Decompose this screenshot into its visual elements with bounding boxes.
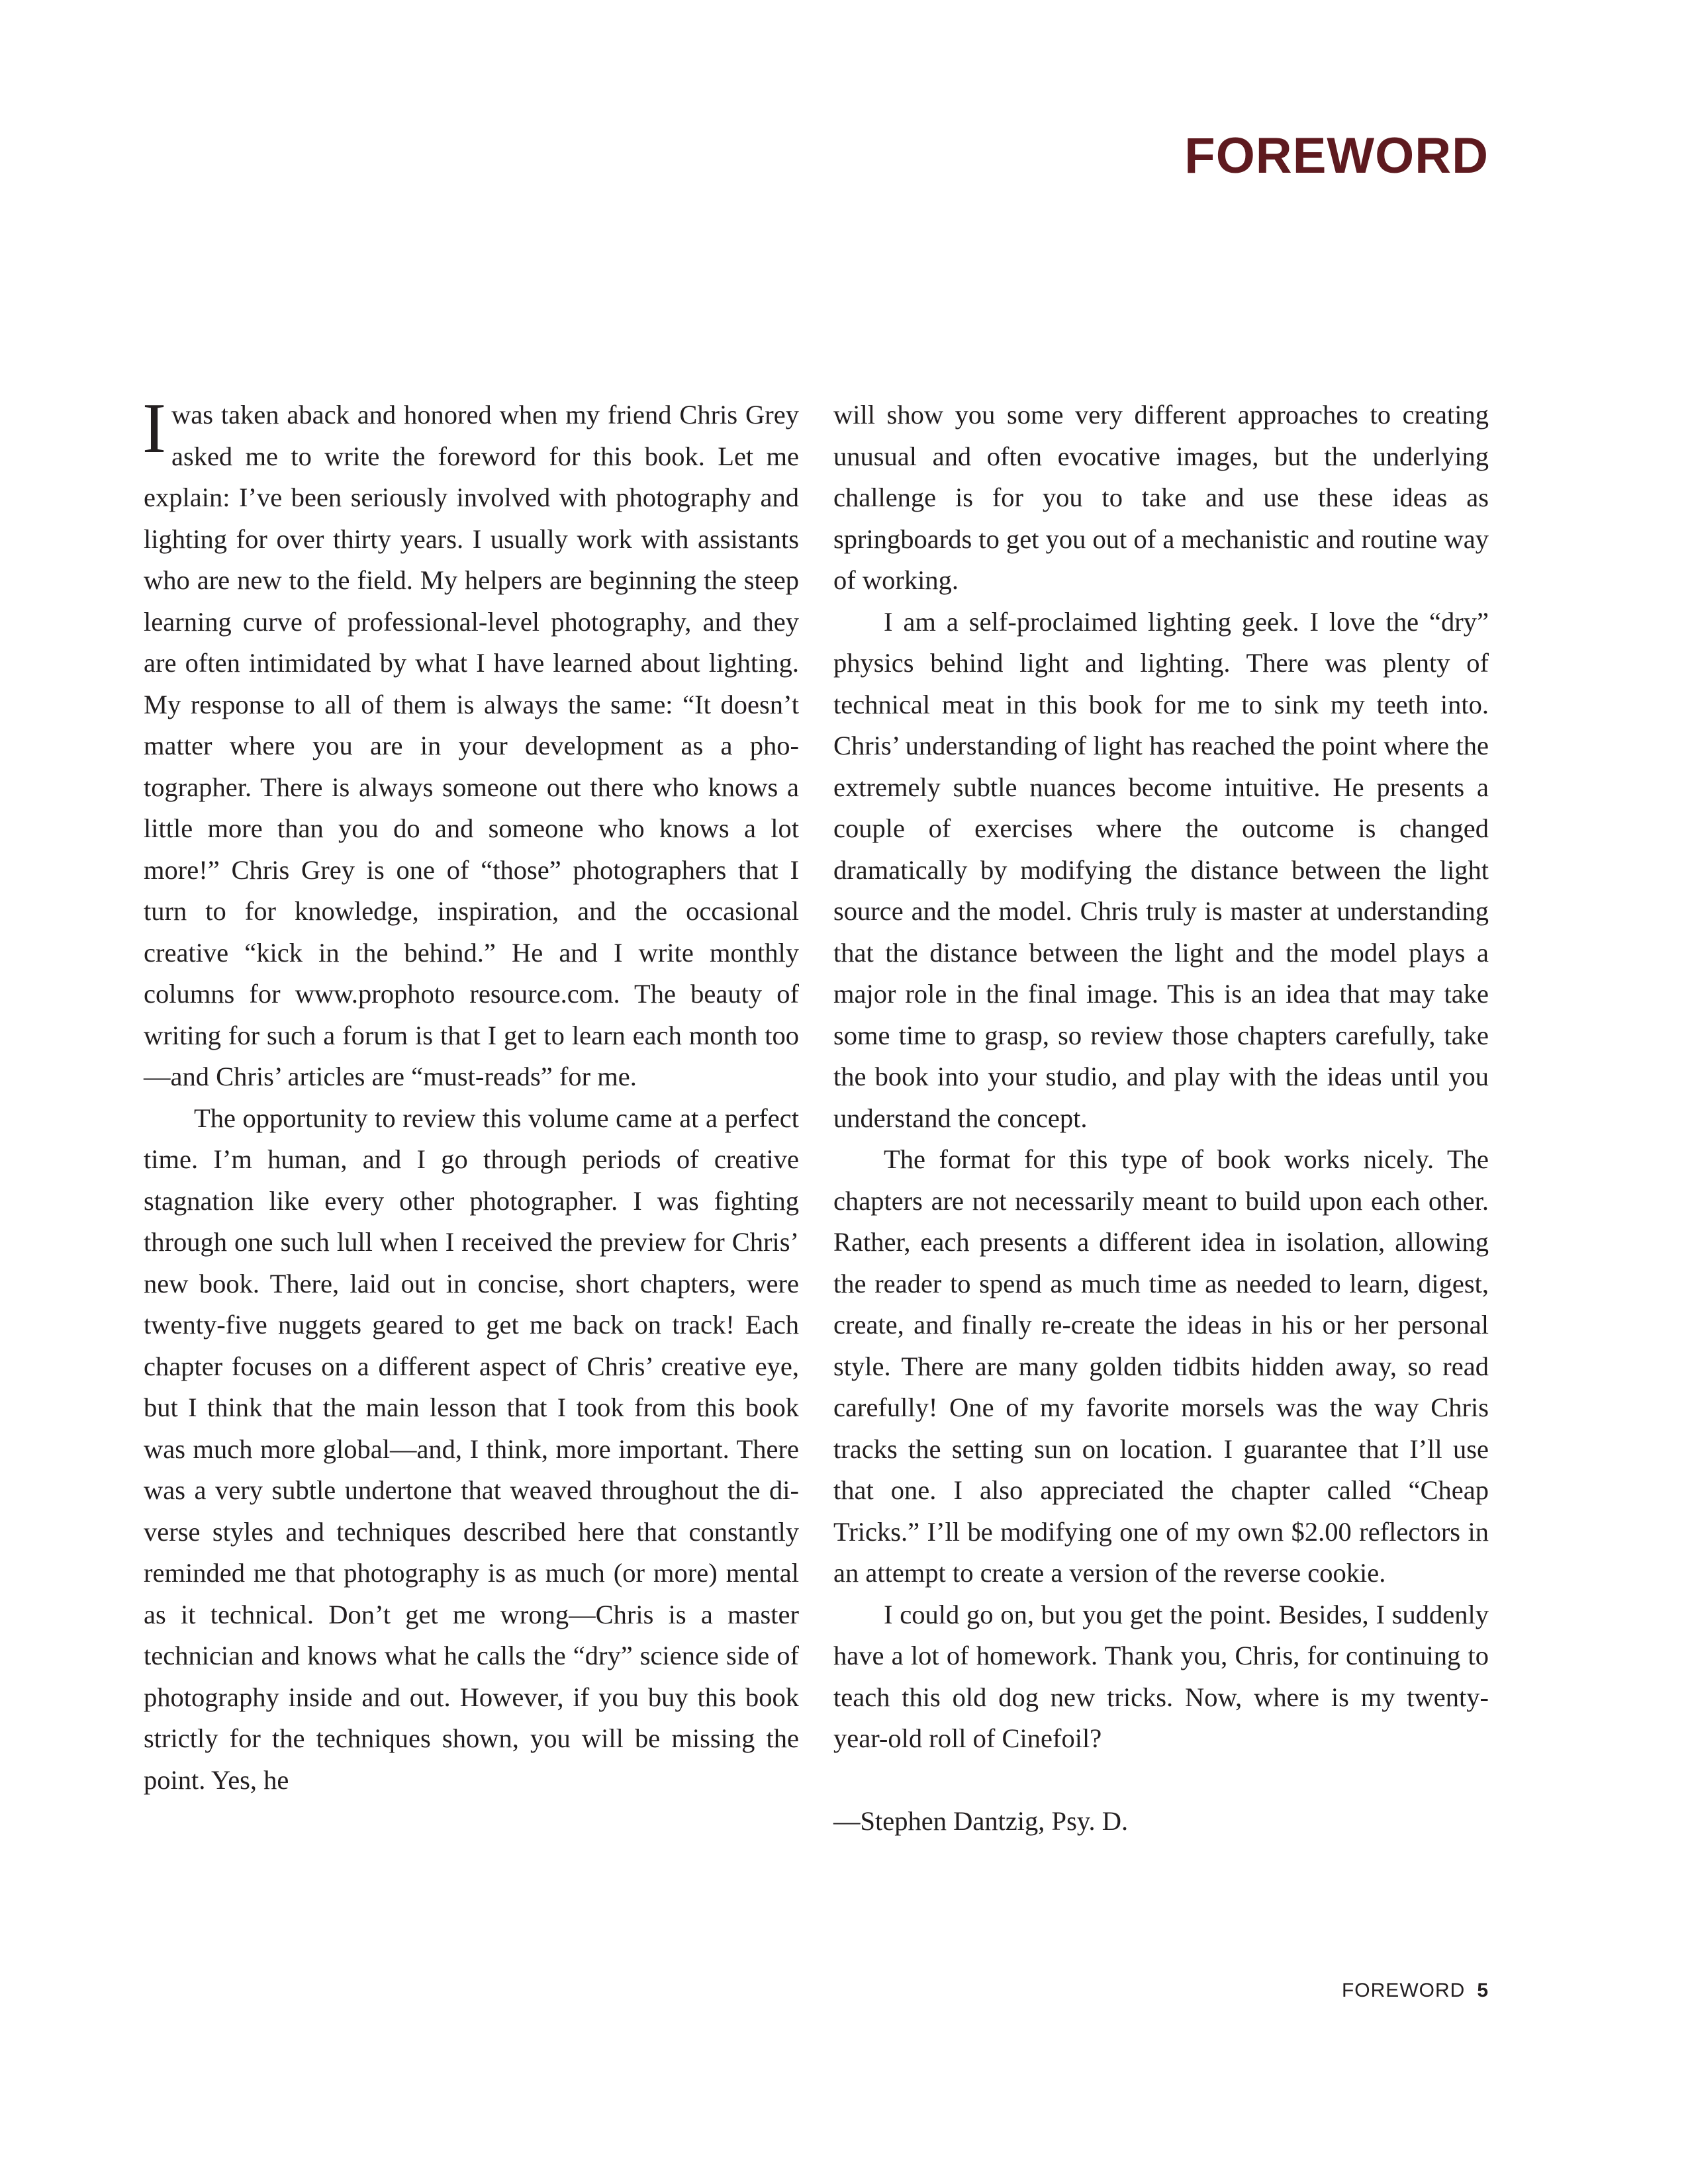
paragraph-review-opportunity: The opportunity to review this volume came at a perfect time. I’m human, and I go through periods of creative stagnation like every other photographer. I was fighting through one such lull when I received the preview for Chris’ new book. There, laid out in concise, short chapters, were twenty-five nuggets geared to get me back on track! Each chapter focuses on a different aspect of Chris’ creative eye, but I think that the main lesson that I took from this book was much more global—and, I think, more important. There was a very subtle undertone that weaved throughout the diverse styles and techniques described here that constantly reminded me that photography is as much (or more) mental as it technical. Don’t get me wrong—Chris is a master technician and knows what he calls the “dry” science side of photography inside and out. However, if you buy this book strictly for the techniques shown, you will be missing the point. Yes, he: [144, 1103, 799, 1795]
paragraph-book-format: The format for this type of book works nicely. The chapters are not necessarily meant to build upon each other. Rather, each presents a different idea in isolation, allowing the reader to spend as much time as needed to learn, digest, create, and finally re-create the ideas in his or her personal style. There are many golden tidbits hidden away, so read carefully! One of my favorite morsels was the way Chris tracks the setting sun on location. I guarantee that I’ll use that one. I also appreciated the chapter called “Cheap Tricks.” I’ll be modifying one of my own $2.00 reflectors in an attempt to create a version of the reverse cookie.: [833, 1144, 1489, 1588]
opening-paragraph-text: was taken aback and honored when my friend Chris Grey asked me to write the foreword for this book. Let me explain: I’ve been seriously involved with photography and lighting for over thirty years. I usually work with assistants who are new to the field. My helpers are beginning the steep learning curve of professional-level photography, and they are often intimidated by what I have learned about lighting. My response to all of them is always the same: “It doesn’t matter where you are in your development as a photographer. There is always someone out there who knows a little more than you do and someone who knows a lot more!” Chris Grey is one of “those” photographers that I turn to for knowledge, inspiration, and the occasional creative “kick in the behind.” He and I write monthly columns for www.prophoto resource.com. The beauty of writing for such a forum is that I get to learn each month too—and Chris’ articles are “must-reads” for me.: [144, 400, 799, 1091]
footer-section-label: FOREWORD: [1341, 1979, 1466, 2001]
drop-cap: I: [142, 389, 166, 468]
author-signature: —Stephen Dantzig, Psy. D.: [833, 1806, 1129, 1836]
right-column: [833, 394, 1489, 1843]
page-title: FOREWORD: [1184, 128, 1489, 184]
page-number: 5: [1477, 1979, 1489, 2001]
paragraph-lighting-geek: I am a self-proclaimed lighting geek. I love the “dry” physics behind light and lighting. There was plenty of technical meat in this book for me to sink my teeth into. Chris’ understanding of light has reached the point where the extremely subtle nuances become intuitive. He presents a couple of exercises where the outcome is changed dramatically by modifying the distance between the light source and the model. Chris truly is master at understanding that the distance between the light and the model plays a major role in the final image. This is an idea that may take some time to grasp, so review those chapters carefully, take the book into your studio, and play with the ideas until you understand the concept.: [833, 606, 1489, 1133]
page-footer: [1342, 1981, 1489, 2001]
paragraph-closing: I could go on, but you get the point. Besides, I suddenly have a lot of homework. Thank you, Chris, for continuing to teach this old dog new tricks. Now, where is my twenty-year-old roll of Cinefoil?: [833, 1599, 1489, 1753]
left-column: [142, 389, 799, 1801]
opening-paragraph: [142, 389, 799, 1098]
paragraph-continuation: will show you some very different approaches to creating unusual and often evocative images, but the underlying challenge is for you to take and use these ideas as springboards to get you out of a mechanistic and routine way of working.: [833, 400, 1489, 595]
